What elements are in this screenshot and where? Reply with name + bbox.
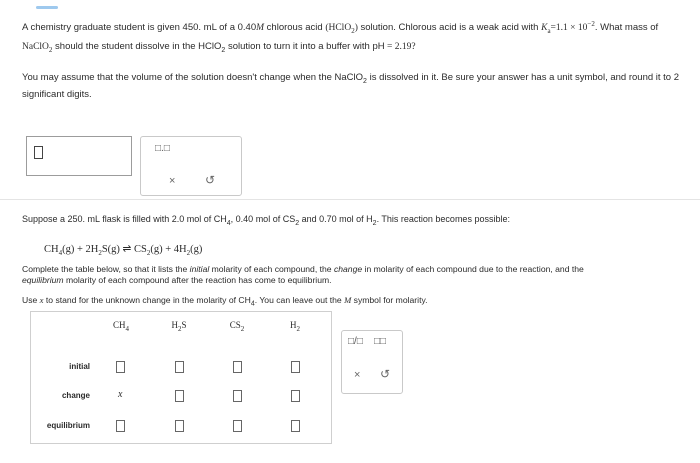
clear-button[interactable]: × xyxy=(169,175,176,187)
initial-h2s-input[interactable] xyxy=(175,361,184,373)
instruction-line-3: Use x to stand for the unknown change in the molarity of $CH_4$. You can leave out the M symbol for molarity. xyxy=(22,295,428,308)
equilibrium-cs2-input[interactable] xyxy=(233,420,242,432)
header-ch4: $CH_4$ xyxy=(112,320,129,333)
row-label-equilibrium: equilibrium xyxy=(46,421,90,430)
question-line-4: significant digits. xyxy=(22,89,92,100)
question-line-2: NaClO$_2$ should the student dissolve in the HClO$_2$ solution to turn it into a buffer with pH = 2.19? xyxy=(22,41,416,54)
answer-tool-panel xyxy=(140,136,242,196)
change-ch4-value[interactable]: x xyxy=(118,389,123,400)
reaction-equation: $CH_4(g) + 2H_2S(g)$ ⇌ $CS_2(g) + 4H_2(g)$ xyxy=(44,244,203,258)
superscript-unit-icon[interactable]: □.□ xyxy=(155,143,170,154)
part2-intro: Suppose a 250. mL flask is filled with 2.0 mol of $CH_4$, 0.40 mol of $CS_2$ and 0.70 mol of $H_2$. This reaction becomes possible: xyxy=(22,214,510,227)
initial-ch4-input[interactable] xyxy=(116,361,125,373)
instruction-line-1: Complete the table below, so that it lists the initial molarity of each compound, the change in molarity of each compound due to the reaction, and the xyxy=(22,264,584,274)
change-h2s-input[interactable] xyxy=(175,390,184,402)
initial-h2-input[interactable] xyxy=(291,361,300,373)
section-divider xyxy=(0,199,700,200)
undo-button[interactable]: ↺ xyxy=(205,173,216,187)
change-h2-input[interactable] xyxy=(291,390,300,402)
table-tool-panel xyxy=(341,330,403,394)
top-accent-bar xyxy=(36,6,58,9)
equilibrium-h2s-input[interactable] xyxy=(175,420,184,432)
header-h2s: $H_2S$ xyxy=(171,320,187,333)
table-clear-button[interactable]: × xyxy=(354,369,361,381)
change-cs2-input[interactable] xyxy=(233,390,242,402)
header-h2: $H_2$ xyxy=(290,320,300,333)
equilibrium-h2-input[interactable] xyxy=(291,420,300,432)
fraction-icon[interactable]: □/□ xyxy=(348,336,363,347)
question-line-3: You may assume that the volume of the solution doesn't change when the NaClO$_2$ is dissolved in it. Be sure your answer has a unit symbol, and round it to 2 xyxy=(22,72,680,85)
table-undo-button[interactable]: ↺ xyxy=(380,367,391,381)
header-cs2: $CS_2$ xyxy=(229,320,245,333)
question-line-1: A chemistry graduate student is given 450. mL of a 0.40M chlorous acid (HClO$_2$) solution. Chlorous acid is a weak acid with $K_a=1.1 \times 10^{-2}$. What mass of xyxy=(22,19,659,35)
row-label-initial: initial xyxy=(69,362,90,371)
equilibrium-ch4-input[interactable] xyxy=(116,420,125,432)
initial-cs2-input[interactable] xyxy=(233,361,242,373)
superscript-icon[interactable]: □□ xyxy=(374,336,387,347)
instruction-line-2: equilibrium molarity of each compound after the reaction has come to equilibrium. xyxy=(22,275,332,285)
answer-cursor xyxy=(34,146,43,159)
row-label-change: change xyxy=(61,391,90,400)
